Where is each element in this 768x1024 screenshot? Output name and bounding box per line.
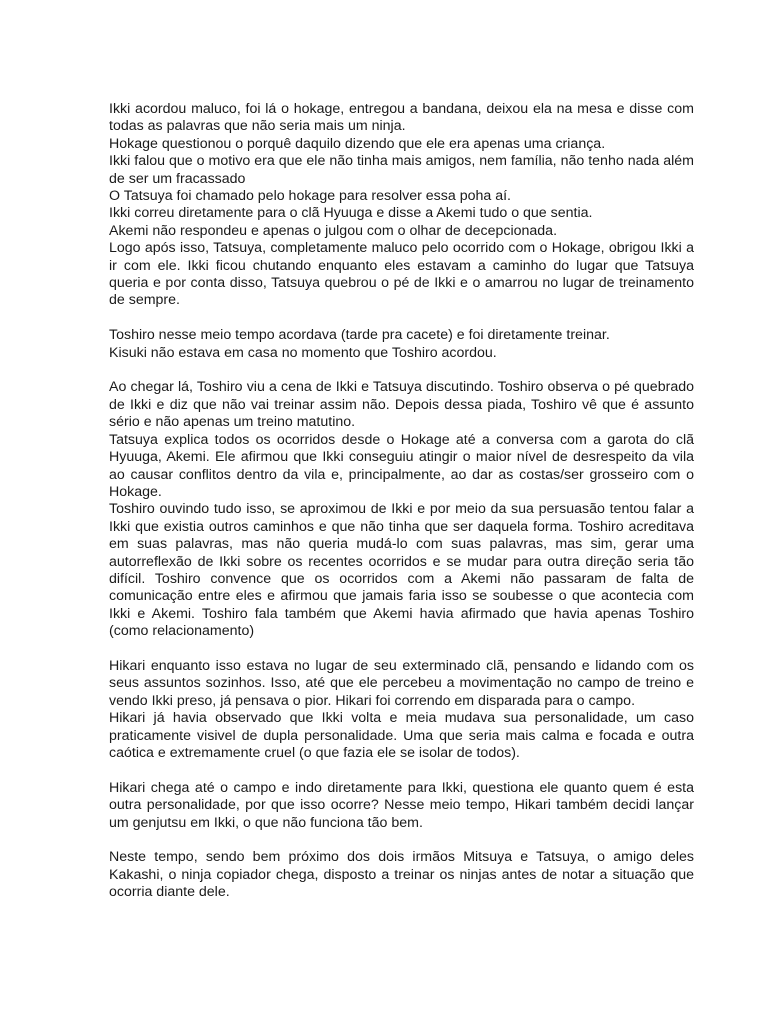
paragraph-6 xyxy=(109,849,694,901)
text-line: Ikki correu diretamente para o clã Hyuuga e disse a Akemi tudo o que sentia. xyxy=(109,205,593,222)
paragraph-5 xyxy=(109,780,694,832)
text-line: Toshiro nesse meio tempo acordava (tarde pra cacete) e foi diretamente treinar. xyxy=(109,327,610,344)
paragraph-2 xyxy=(109,327,694,362)
text-line: Kisuki não estava em casa no momento que Toshiro acordou. xyxy=(109,344,497,361)
text-line: Toshiro ouvindo tudo isso, se aproximou de Ikki e por meio da sua persuasão tentou falar a Ikki que existia outros caminhos e que não tinha que ser daquela forma. Toshiro acreditava em suas palavras, mas não queria mudá-lo com suas palavras, mas sim, gerar uma autorreflexão de Ikki sobre os recentes ocorridos e se mudar para outra direção seria tão difícil. Toshiro convence que os ocorridos com a Akemi não passaram de falta de comunicação entre eles e afirmou que jamais faria isso se soubesse o que acontecia com Ikki e Akemi. Toshiro fala também que Akemi havia afirmado que havia apenas Toshiro (como relacionamento) xyxy=(109,501,694,640)
text-line: Ao chegar lá, Toshiro viu a cena de Ikki e Tatsuya discutindo. Toshiro observa o pé quebrado de Ikki e diz que não vai treinar assim não. Depois dessa piada, Toshiro vê que é assunto sério e não apenas um treino matutino. xyxy=(109,379,694,431)
text-line: Hikari chega até o campo e indo diretamente para Ikki, questiona ele quanto quem é esta outra personalidade, por que isso ocorre? Nesse meio tempo, Hikari também decidi lançar um genjutsu em Ikki, o que não funciona tão bem. xyxy=(109,779,694,831)
text-line: Neste tempo, sendo bem próximo dos dois irmãos Mitsuya e Tatsuya, o amigo deles Kakashi, o ninja copiador chega, disposto a treinar os ninjas antes de notar a situação que ocorria diante dele. xyxy=(109,849,694,901)
text-line: Akemi não respondeu e apenas o julgou com o olhar de decepcionada. xyxy=(109,222,558,239)
text-line: Tatsuya explica todos os ocorridos desde o Hokage até a conversa com a garota do clã Hyuuga, Akemi. Ele afirmou que Ikki conseguiu atingir o maior nível de desrespeito da vila ao causar conflitos dentro da vila e, principalmente, ao dar as costas/ser grosseiro com o Hokage. xyxy=(109,431,694,500)
paragraph-1 xyxy=(109,101,694,310)
paragraph-3 xyxy=(109,379,694,640)
text-line: Logo após isso, Tatsuya, completamente maluco pelo ocorrido com o Hokage, obrigou Ikki a ir com ele. Ikki ficou chutando enquanto eles estavam a caminho do lugar que Tatsuya queria e por conta disso, Tatsuya quebrou o pé de Ikki e o amarrou no lugar de treinamento de sempre. xyxy=(109,240,694,309)
text-line: Ikki falou que o motivo era que ele não tinha mais amigos, nem família, não tenho nada além de ser um fracassado xyxy=(109,153,694,187)
text-line: O Tatsuya foi chamado pelo hokage para resolver essa poha aí. xyxy=(109,188,511,205)
document-body xyxy=(109,101,694,919)
text-line: Hokage questionou o porquê daquilo dizendo que ele era apenas uma criança. xyxy=(109,135,606,152)
paragraph-4 xyxy=(109,658,694,762)
text-line: Hikari enquanto isso estava no lugar de seu exterminado clã, pensando e lidando com os seus assuntos sozinhos. Isso, até que ele percebeu a movimentação no campo de treino e vendo Ikki preso, já pensava o pior. Hikari foi correndo em disparada para o campo. xyxy=(109,657,694,709)
text-line: Hikari já havia observado que Ikki volta e meia mudava sua personalidade, um caso praticamente visivel de dupla personalidade. Uma que seria mais calma e focada e outra caótica e extremamente cruel (o que fazia ele se isolar de todos). xyxy=(109,710,694,761)
text-line: Ikki acordou maluco, foi lá o hokage, entregou a bandana, deixou ela na mesa e disse com todas as palavras que não seria mais um ninja. xyxy=(109,101,694,135)
